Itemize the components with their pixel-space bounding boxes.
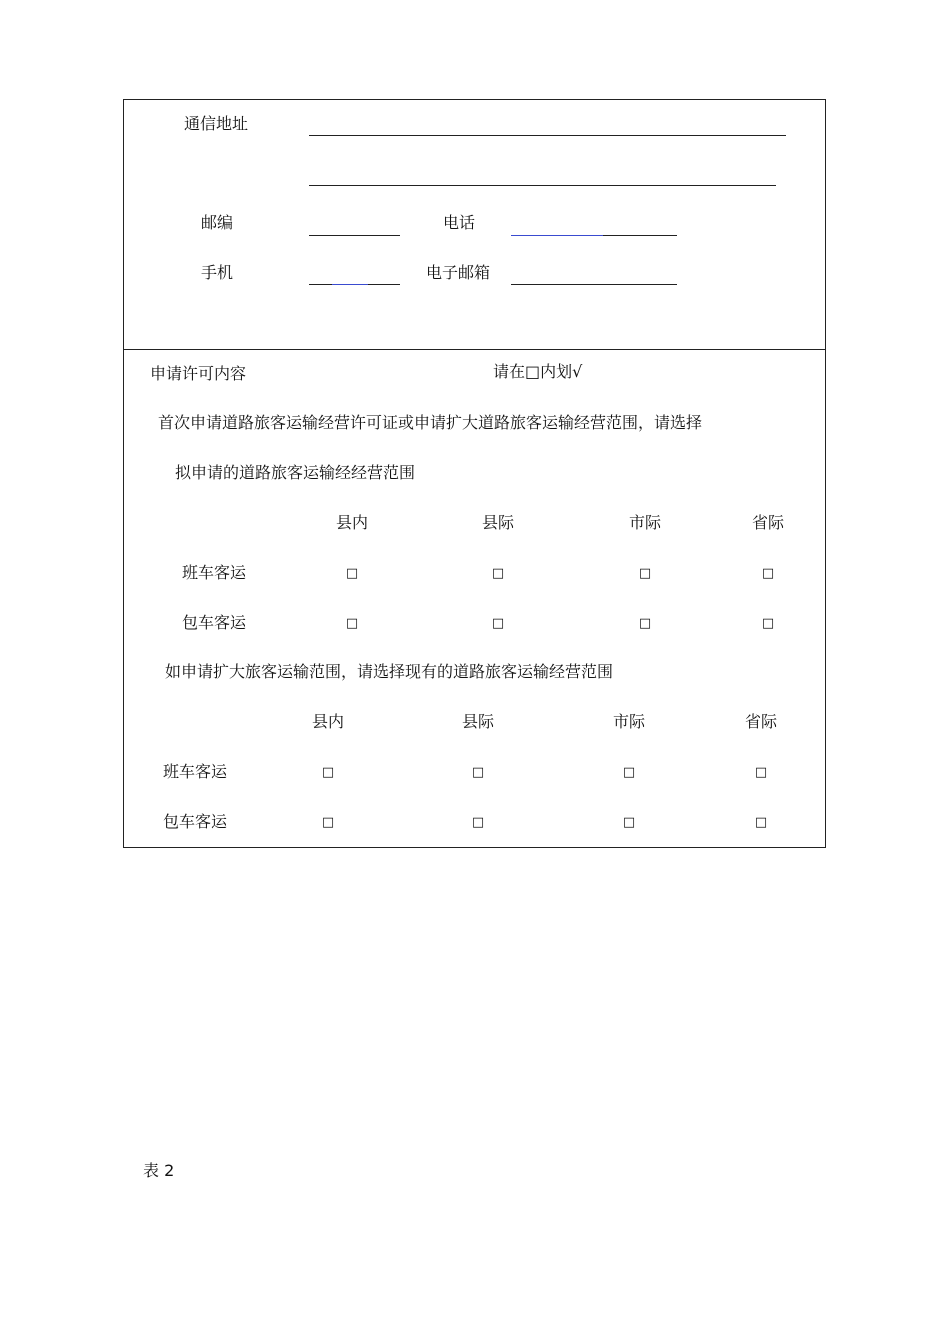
- intended-scope-text: 拟申请的道路旅客运输经经营范围: [175, 463, 416, 482]
- grid2-checkbox[interactable]: □: [622, 815, 636, 830]
- grid1-checkbox[interactable]: □: [638, 616, 652, 631]
- first-apply-text: 首次申请道路旅客运输经营许可证或申请扩大道路旅客运输经营范围，请选择: [158, 413, 703, 432]
- grid2-checkbox[interactable]: □: [754, 815, 768, 830]
- expand-scope-text: 如申请扩大旅客运输范围，请选择现有的道路旅客运输经营范围: [165, 662, 614, 681]
- grid1-checkbox[interactable]: □: [491, 566, 505, 581]
- grid1-row-charter-bus: 包车客运: [182, 613, 247, 632]
- address-label: 通信地址: [184, 114, 249, 133]
- postcode-field[interactable]: [309, 235, 400, 236]
- phone-label: 电话: [443, 213, 476, 232]
- postcode-label: 邮编: [201, 213, 234, 232]
- grid1-checkbox[interactable]: □: [761, 566, 775, 581]
- grid2-row-scheduled-bus: 班车客运: [163, 762, 228, 781]
- mobile-label: 手机: [201, 263, 234, 282]
- address-field-line-2[interactable]: [309, 185, 776, 186]
- email-field[interactable]: [511, 284, 677, 285]
- grid1-col-county: 县内: [335, 513, 369, 532]
- grid2-checkbox[interactable]: □: [471, 815, 485, 830]
- grid1-col-intercity: 市际: [628, 513, 662, 532]
- grid2-checkbox[interactable]: □: [754, 765, 768, 780]
- grid1-col-interprovincial: 省际: [751, 513, 785, 532]
- mobile-field-accent: [332, 284, 368, 285]
- section-divider: [123, 349, 826, 350]
- grid1-row-scheduled-bus: 班车客运: [182, 563, 247, 582]
- grid2-checkbox[interactable]: □: [321, 815, 335, 830]
- grid1-checkbox[interactable]: □: [761, 616, 775, 631]
- grid1-checkbox[interactable]: □: [491, 616, 505, 631]
- grid2-checkbox[interactable]: □: [622, 765, 636, 780]
- grid1-checkbox[interactable]: □: [638, 566, 652, 581]
- email-label: 电子邮箱: [426, 263, 491, 282]
- grid2-row-charter-bus: 包车客运: [163, 812, 228, 831]
- phone-field-accent: [511, 235, 603, 236]
- address-field-line-1[interactable]: [309, 135, 786, 136]
- grid1-col-intercounty: 县际: [481, 513, 515, 532]
- grid2-col-county: 县内: [311, 712, 345, 731]
- grid2-checkbox[interactable]: □: [471, 765, 485, 780]
- grid2-col-interprovincial: 省际: [744, 712, 778, 731]
- permit-section-label: 申请许可内容: [150, 364, 247, 383]
- grid2-col-intercounty: 县际: [461, 712, 495, 731]
- grid2-checkbox[interactable]: □: [321, 765, 335, 780]
- grid2-col-intercity: 市际: [612, 712, 646, 731]
- checkbox-instruction: 请在□内划√: [493, 362, 583, 381]
- grid1-checkbox[interactable]: □: [345, 566, 359, 581]
- grid1-checkbox[interactable]: □: [345, 616, 359, 631]
- table-2-label: 表 2: [143, 1161, 175, 1180]
